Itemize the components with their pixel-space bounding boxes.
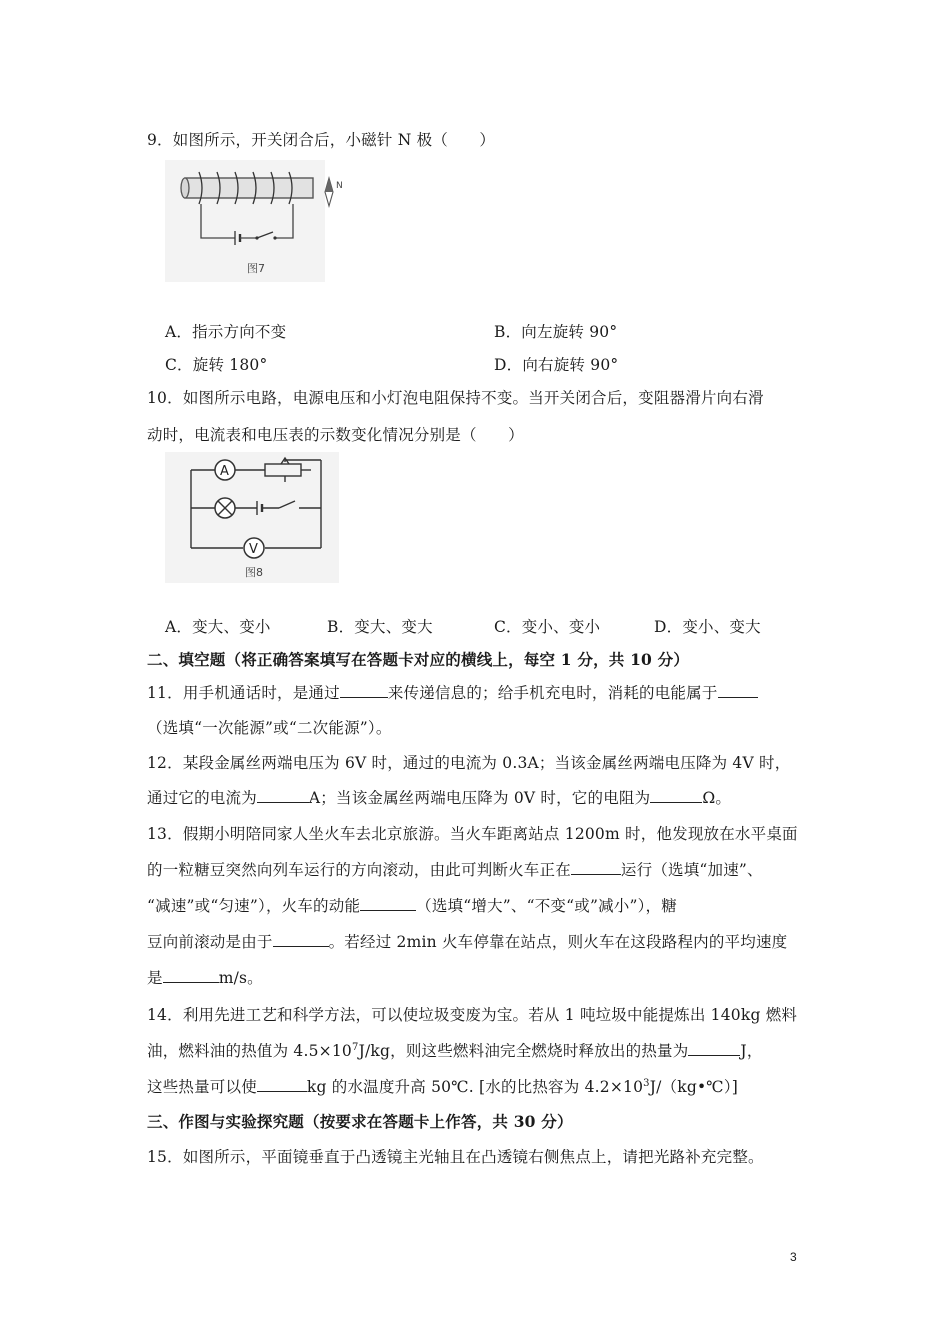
- q9-option-d: D．向右旋转 90°: [494, 356, 619, 374]
- q11-line1: [147, 681, 758, 703]
- q14-text-a: 油，燃料油的热值为 4.5×10: [147, 1042, 352, 1060]
- q13-line2: [147, 858, 763, 880]
- q14-text-d: 这些热量可以使: [147, 1078, 257, 1096]
- answer-blank: [273, 932, 329, 947]
- q13-line4: [147, 930, 787, 952]
- page-number: 3: [790, 1250, 797, 1264]
- voltmeter-label: V: [249, 542, 258, 557]
- answer-blank: [257, 1077, 307, 1092]
- q9-option-a: A．指示方向不变: [165, 323, 287, 341]
- q13-line5: [147, 966, 263, 988]
- q9-stem: 9．如图所示，开关闭合后，小磁针 N 极（ ）: [147, 131, 496, 149]
- compass-n-label: N: [336, 181, 343, 191]
- q12-line1: 12．某段金属丝两端电压为 6V 时，通过的电流为 0.3A；当该金属丝两端电压降为 4V 时，: [147, 754, 791, 772]
- compass-needle-icon: [323, 176, 353, 210]
- figure-7-caption: 图7: [247, 262, 265, 275]
- q14-text-c: J，: [740, 1042, 763, 1060]
- q13-text-g: 是: [147, 969, 163, 987]
- q13-text-d: （选填“增大”、“不变“或”减小”），糖: [416, 897, 677, 915]
- figure-8-circuit: [165, 452, 339, 583]
- q11-text-b: 来传递信息的；给手机充电时，消耗的电能属于: [387, 684, 718, 702]
- q14-line2: [147, 1039, 763, 1061]
- q14-text-e: kg 的水温度升高 50℃. [水的比热容为 4.2×10: [306, 1078, 644, 1096]
- q12-line2: [147, 786, 731, 808]
- q12-text-c: Ω。: [702, 789, 732, 807]
- section-3-title: 三、作图与实验探究题（按要求在答题卡上作答，共 30 分）: [147, 1112, 573, 1131]
- q13-line1: 13．假期小明陪同家人坐火车去北京旅游。当火车距离站点 1200m 时，他发现放在水平桌面: [147, 825, 798, 843]
- q13-text-e: 豆向前滚动是由于: [147, 933, 273, 951]
- q13-text-h: m/s。: [218, 969, 263, 987]
- q11-line2: （选填“一次能源”或“二次能源”）。: [147, 719, 392, 737]
- answer-blank: [571, 860, 621, 875]
- q13-line3: [147, 894, 677, 916]
- circuit-diagram: [165, 452, 339, 583]
- q10-option-b: B．变大、变大: [327, 618, 433, 636]
- answer-blank: [688, 1041, 740, 1056]
- q14-exponent-7: 7: [352, 1041, 359, 1053]
- q10-option-c: C．变小、变小: [494, 618, 601, 636]
- q11-text-a: 11．用手机通话时，是通过: [147, 684, 340, 702]
- answer-blank: [340, 683, 388, 698]
- q9-option-b: B．向左旋转 90°: [494, 323, 618, 341]
- answer-blank: [257, 788, 309, 803]
- q14-text-b: J/kg，则这些燃料油完全燃烧时释放出的热量为: [358, 1042, 689, 1060]
- solenoid-circuit-diagram: [165, 160, 325, 282]
- answer-blank: [650, 788, 702, 803]
- q9-option-c: C．旋转 180°: [165, 356, 268, 374]
- q10-option-d: D．变小、变大: [654, 618, 761, 636]
- q14-exponent-3: 3: [643, 1077, 650, 1089]
- q14-line3: [147, 1075, 738, 1097]
- q14-text-f: J/（kg•℃）]: [649, 1078, 739, 1096]
- q13-text-a: 的一粒糖豆突然向列车运行的方向滚动，由此可判断火车正在: [147, 861, 571, 879]
- q10-stem-line2: 动时，电流表和电压表的示数变化情况分别是（ ）: [147, 426, 524, 444]
- figure-7-solenoid: [165, 160, 325, 282]
- answer-blank: [360, 896, 416, 911]
- q12-text-a: 通过它的电流为: [147, 789, 257, 807]
- q13-text-c: “减速”或“匀速”），火车的动能: [147, 897, 361, 915]
- q10-stem-line1: 10．如图所示电路，电源电压和小灯泡电阻保持不变。当开关闭合后，变阻器滑片向右滑: [147, 389, 764, 407]
- q12-text-b: A；当该金属丝两端电压降为 0V 时，它的电阻为: [308, 789, 651, 807]
- section-2-title: 二、填空题（将正确答案填写在答题卡对应的横线上，每空 1 分，共 10 分）: [147, 650, 690, 669]
- q15-stem: 15．如图所示，平面镜垂直于凸透镜主光轴且在凸透镜右侧焦点上，请把光路补充完整。: [147, 1148, 764, 1166]
- figure-8-caption: 图8: [245, 566, 263, 579]
- answer-blank: [718, 683, 758, 698]
- ammeter-label: A: [220, 464, 229, 479]
- q13-text-b: 运行（选填“加速”、: [620, 861, 763, 879]
- q10-option-a: A．变大、变小: [165, 618, 271, 636]
- answer-blank: [163, 968, 219, 983]
- q14-line1: 14．利用先进工艺和科学方法，可以使垃圾变废为宝。若从 1 吨垃圾中能提炼出 140kg 燃料: [147, 1006, 798, 1024]
- q13-text-f: 。若经过 2min 火车停靠在站点，则火车在这段路程内的平均速度: [328, 933, 788, 951]
